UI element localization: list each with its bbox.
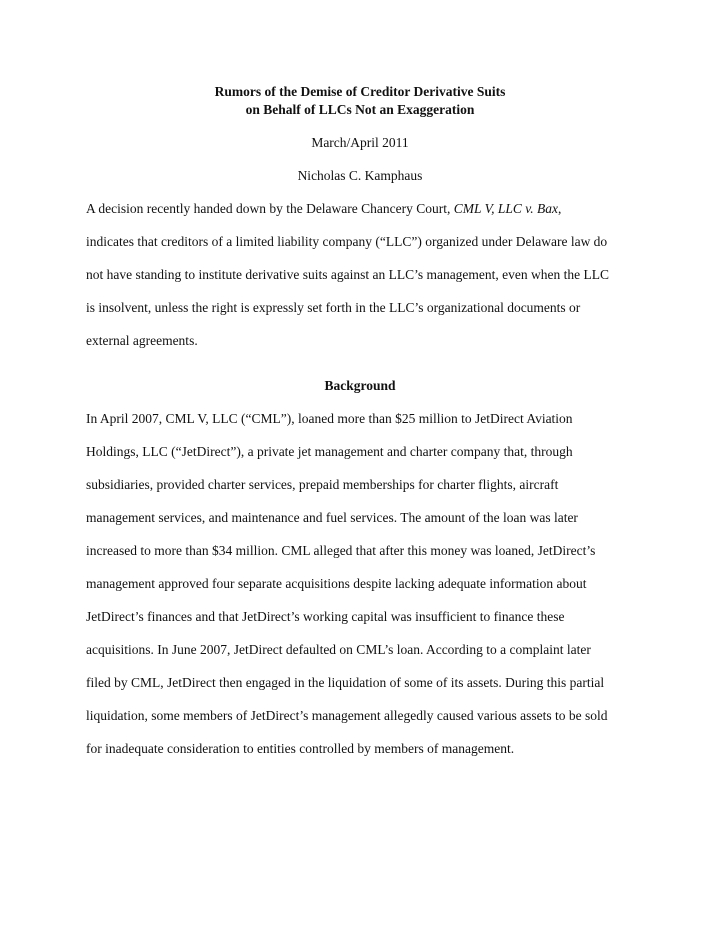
intro-line-1 [86,200,686,217]
section-heading-background: Background [324,378,396,393]
background-line-10: liquidation, some members of JetDirect’s management allegedly caused various assets to be sold [86,708,608,723]
intro-line-4: is insolvent, unless the right is expressly set forth in the LLC’s organizational documents or [86,300,581,315]
intro-line-5: external agreements. [86,333,198,348]
background-line-2: Holdings, LLC (“JetDirect”), a private jet management and charter company that, through [86,444,573,459]
background-line-8: acquisitions. In June 2007, JetDirect defaulted on CML’s loan. According to a complaint later [86,642,591,657]
background-line-4: management services, and maintenance and fuel services. The amount of the loan was later [86,510,578,525]
intro-line-1-prefix: A decision recently handed down by the Delaware Chancery Court, [86,201,454,216]
background-line-9: filed by CML, JetDirect then engaged in the liquidation of some of its assets. During this partial [86,675,605,690]
intro-line-2: indicates that creditors of a limited liability company (“LLC”) organized under Delaware law do [86,234,608,249]
intro-line-3: not have standing to institute derivative suits against an LLC’s management, even when the LLC [86,267,610,282]
background-line-7: JetDirect’s finances and that JetDirect’s working capital was insufficient to finance these [86,609,565,624]
background-line-1: In April 2007, CML V, LLC (“CML”), loaned more than $25 million to JetDirect Aviation [86,411,573,426]
document-title-line-2: on Behalf of LLCs Not an Exaggeration [245,102,475,117]
intro-line-1-suffix: , [558,201,562,216]
background-line-6: management approved four separate acquisitions despite lacking adequate information about [86,576,587,591]
document-title-line-1: Rumors of the Demise of Creditor Derivative Suits [214,84,506,99]
case-name: CML V, LLC v. Bax [453,201,559,216]
background-line-5: increased to more than $34 million. CML alleged that after this money was loaned, JetDirect’s [86,543,596,558]
publication-date: March/April 2011 [311,135,409,150]
author-name: Nicholas C. Kamphaus [297,168,423,183]
background-line-3: subsidiaries, provided charter services, prepaid memberships for charter flights, aircraft [86,477,559,492]
background-line-11: for inadequate consideration to entities controlled by members of management. [86,741,515,756]
